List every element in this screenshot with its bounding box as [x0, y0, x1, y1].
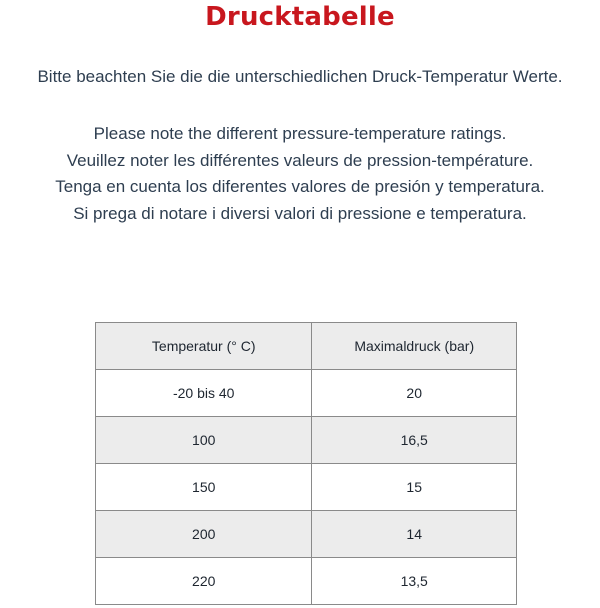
cell-temperature: 220	[96, 558, 312, 605]
cell-temperature: 100	[96, 417, 312, 464]
table-row	[96, 417, 517, 464]
page-title: Drucktabelle	[205, 2, 395, 32]
table-row	[96, 511, 517, 558]
notice-german: Bitte beachten Sie die die unterschiedlichen Druck-Temperatur Werte.	[37, 67, 563, 86]
notice-italian: Si prega di notare i diversi valori di pressione e temperatura.	[73, 203, 527, 223]
cell-pressure: 15	[312, 464, 517, 511]
cell-pressure: 14	[312, 511, 517, 558]
cell-pressure: 13,5	[312, 558, 517, 605]
cell-pressure: 20	[312, 370, 517, 417]
table-header-row	[96, 323, 517, 370]
header-max-pressure: Maximaldruck (bar)	[312, 323, 517, 370]
table-row	[96, 370, 517, 417]
cell-pressure: 16,5	[312, 417, 517, 464]
notice-spanish: Tenga en cuenta los diferentes valores de presión y temperatura.	[55, 177, 545, 196]
notice-translations	[0, 121, 600, 227]
table-row	[96, 464, 517, 511]
notice-english: Please note the different pressure-temperature ratings.	[93, 124, 507, 143]
table-row	[96, 558, 517, 605]
header-temperature: Temperatur (° C)	[96, 323, 312, 370]
notice-french: Veuillez noter les différentes valeurs de pression-température.	[66, 150, 534, 170]
pressure-temperature-table	[95, 322, 517, 605]
cell-temperature: 200	[96, 511, 312, 558]
cell-temperature: 150	[96, 464, 312, 511]
cell-temperature: -20 bis 40	[96, 370, 312, 417]
pressure-table-container	[95, 322, 517, 605]
